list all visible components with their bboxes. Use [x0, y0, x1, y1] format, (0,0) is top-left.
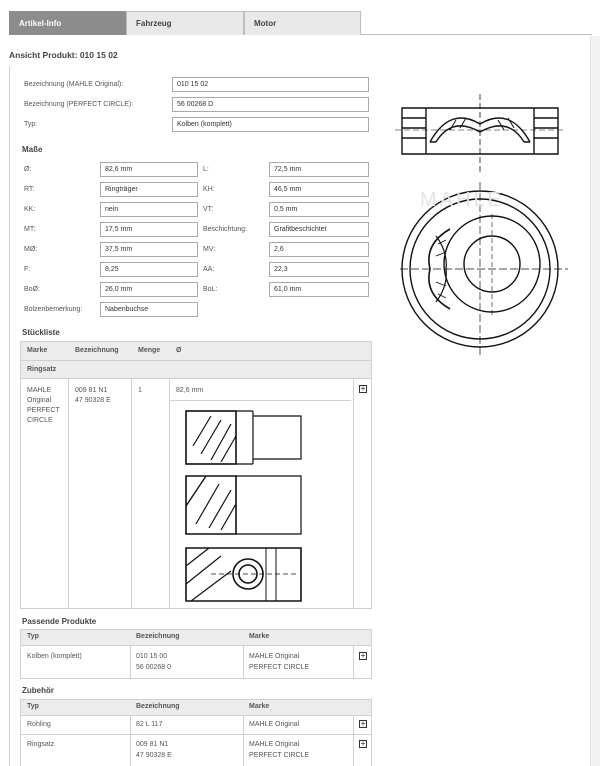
field-masse: 0,5 mm [269, 202, 369, 217]
tab-bar [9, 11, 592, 35]
column-divider [353, 646, 354, 678]
column-header-marke: Marke [249, 633, 270, 640]
field-masse: Ringträger [100, 182, 198, 197]
table-header [21, 700, 371, 716]
cell-durchmesser: 82,6 mm [176, 387, 204, 394]
tab-artikel-info[interactable]: Artikel-Info [9, 11, 126, 35]
column-header-bezeichnung: Bezeichnung [136, 633, 180, 640]
cell-marke: Original [27, 397, 52, 404]
column-divider [131, 379, 132, 608]
expand-plus-icon[interactable]: + [360, 384, 366, 393]
table-header [21, 630, 371, 646]
row-divider [21, 734, 371, 735]
svg-text:MAHLE: MAHLE [420, 189, 504, 211]
label-bolzenbemerkung: Bolzenbemerkung: [24, 306, 83, 313]
field-masse: 17,5 mm [100, 222, 198, 237]
cell-bezeichnung: 010 15 00 [136, 653, 168, 660]
label-masse: BoØ: [24, 286, 40, 293]
label-bezeichnung-pc: Bezeichnung (PERFECT CIRCLE): [24, 101, 134, 108]
cell-bezeichnung: 009 81 N1 [75, 387, 108, 394]
passende-produkte-table [20, 629, 372, 679]
field-bezeichnung-mahle: 010 15 02 [172, 77, 369, 92]
tab-motor[interactable]: Motor [244, 11, 361, 35]
row-divider [169, 400, 351, 401]
column-divider [353, 716, 354, 766]
cell-typ: Ringsatz [27, 741, 55, 748]
column-header-durchmesser: Ø [176, 347, 182, 354]
label-masse: KH: [203, 186, 215, 193]
cell-menge: 1 [138, 387, 142, 394]
cell-bezeichnung: 009 81 N1 [136, 741, 169, 748]
column-divider [130, 716, 131, 766]
label-masse: Beschichtung: [203, 226, 247, 233]
field-masse: 46,5 mm [269, 182, 369, 197]
cell-typ: Rohling [27, 721, 51, 728]
label-bezeichnung-mahle: Bezeichnung (MAHLE Original): [24, 81, 124, 88]
label-masse: MØ: [24, 246, 38, 253]
label-masse: KK: [24, 206, 36, 213]
cell-bezeichnung: 47 90328 E [75, 397, 111, 404]
group-label: Ringsatz [27, 366, 57, 373]
column-header-marke: Marke [249, 703, 270, 710]
label-masse: BoL: [203, 286, 218, 293]
field-masse: 8,25 [100, 262, 198, 277]
cell-marke: MAHLE Original [249, 741, 300, 748]
expand-plus-icon[interactable]: + [360, 739, 366, 748]
expand-plus-icon[interactable]: + [360, 719, 366, 728]
field-masse: nein [100, 202, 198, 217]
label-masse: L: [203, 166, 209, 173]
column-divider [243, 646, 244, 678]
piston-ring-drawing [181, 406, 306, 606]
column-divider [130, 646, 131, 678]
group-row [21, 361, 371, 379]
label-masse: MT: [24, 226, 36, 233]
label-masse: Ø: [24, 166, 32, 173]
column-divider [353, 379, 354, 608]
section-heading-stueckliste: Stückliste [22, 328, 60, 337]
field-masse: 37,5 mm [100, 242, 198, 257]
column-divider [243, 716, 244, 766]
section-heading-zubehoer: Zubehör [22, 686, 54, 695]
cell-bezeichnung: 56 00268 0 [136, 664, 172, 671]
field-bolzenbemerkung: Nabenbuchse [100, 302, 198, 317]
column-header-typ: Typ [27, 703, 39, 710]
field-masse: 72,5 mm [269, 162, 369, 177]
cell-marke: MAHLE [27, 387, 52, 394]
section-heading-masse: Maße [22, 145, 43, 154]
expand-plus-icon[interactable]: + [360, 651, 366, 660]
label-masse: AA: [203, 266, 215, 273]
cell-bezeichnung: 47 90328 E [136, 752, 172, 759]
cell-marke: PERFECT CIRCLE [249, 752, 310, 759]
field-masse: 22,3 [269, 262, 369, 277]
page-title: Ansicht Produkt: 010 15 02 [9, 50, 118, 60]
tab-fahrzeug[interactable]: Fahrzeug [126, 11, 244, 35]
field-masse: 82,6 mm [100, 162, 198, 177]
cell-marke: MAHLE Original [249, 721, 300, 728]
table-header [21, 342, 371, 361]
label-masse: MV: [203, 246, 216, 253]
cell-bezeichnung: 82 L 117 [136, 721, 163, 728]
column-header-typ: Typ [27, 633, 39, 640]
cell-marke: PERFECT CIRCLE [249, 664, 310, 671]
cell-typ: Kolben (komplett) [27, 653, 82, 660]
piston-drawing [390, 84, 575, 374]
field-bezeichnung-pc: 56 00268 D [172, 97, 369, 112]
cell-marke: MAHLE Original [249, 653, 300, 660]
product-panel [9, 66, 592, 766]
label-typ: Typ: [24, 121, 38, 128]
field-masse: 61,0 mm [269, 282, 369, 297]
column-divider [68, 379, 69, 608]
column-header-marke: Marke [27, 347, 48, 354]
cell-marke: PERFECT [27, 407, 60, 414]
zubehoer-table [20, 699, 372, 766]
label-masse: VT: [203, 206, 214, 213]
column-header-bezeichnung: Bezeichnung [75, 347, 119, 354]
column-header-menge: Menge [138, 347, 161, 354]
field-typ: Kolben (komplett) [172, 117, 369, 132]
field-masse: Grafitbeschichtet [269, 222, 369, 237]
section-heading-passende-produkte: Passende Produkte [22, 617, 97, 626]
column-divider [169, 379, 170, 608]
field-masse: 2,6 [269, 242, 369, 257]
field-masse: 26,0 mm [100, 282, 198, 297]
column-header-bezeichnung: Bezeichnung [136, 703, 180, 710]
vertical-scrollbar[interactable] [590, 36, 600, 766]
label-masse: F: [24, 266, 31, 273]
cell-marke: CIRCLE [27, 417, 53, 424]
stueckliste-table [20, 341, 372, 609]
label-masse: RT: [24, 186, 35, 193]
